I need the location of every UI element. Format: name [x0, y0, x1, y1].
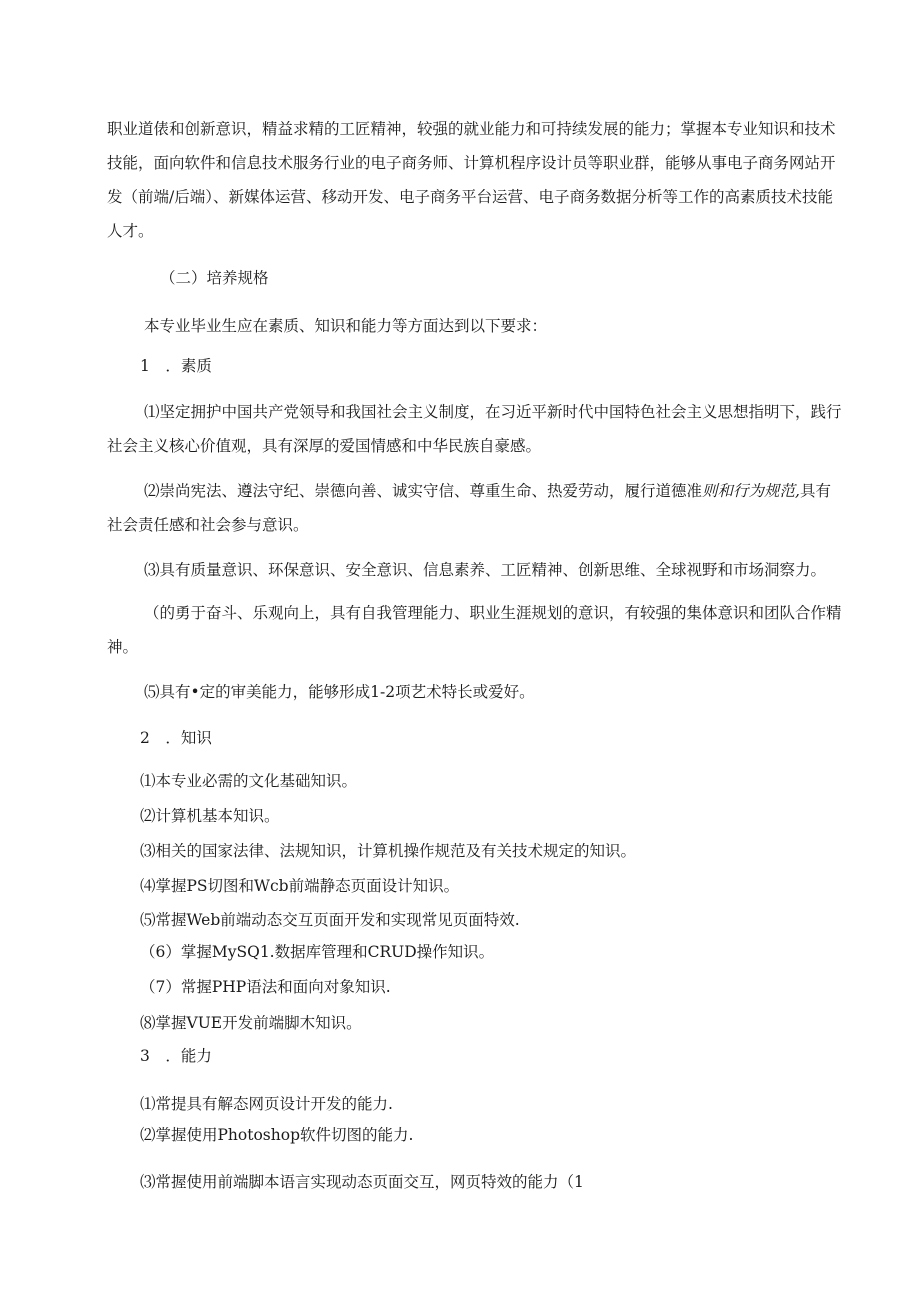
section-heading: （二）培养规格	[160, 269, 269, 287]
quality-item-1: ⑴坚定拥护中国共产党领导和我国社会主义制度，在习近平新时代中国特色社会主义思想指明下，践行社会主义核心价值观，具有深厚的爱国情感和中华民族自豪感。	[107, 403, 842, 455]
knowledge-item: ⑻掌握VUE开发前端脚木知识。	[140, 1014, 362, 1032]
knowledge-item: ⑵计算机基本知识。	[140, 807, 280, 825]
ability-heading: 3 ．能力	[140, 1047, 212, 1065]
ability-item: ⑵掌握使用Photoshop软件切图的能力.	[140, 1126, 414, 1144]
ability-item: ⑶常握使用前端脚本语言实现动态页面交互，网页特效的能力（1	[140, 1173, 584, 1191]
knowledge-item: ⑷掌握PS切图和Wcb前端静态页面设计知识。	[140, 877, 460, 895]
ability-item: ⑴常提具有解态网页设计开发的能力.	[140, 1095, 393, 1113]
quality-item-3: ⑶具有质量意识、环保意识、安全意识、信息素养、工匠精神、创新思维、全球视野和市场洞察力。	[144, 561, 827, 579]
intro-paragraph: 职业道俵和创新意识，精益求精的工匠精神，较强的就业能力和可持续发展的能力；掌握本专业知识和技术技能，面向软件和信息技术服务行业的电子商务师、计算机程序设计员等职业群，能够从事电子商务网站开发（前端/后端）、新媒体运营、移动开发、电子商务平台运营、电子商务数据分析等工作的高素质技术技能人才。	[107, 120, 836, 240]
quality-item-2: ⑵崇尚宪法、遵法守纪、崇德向善、诚实守信、尊重生命、热爱劳动，履行道德准则和行为规范,具有社会责任感和社会参与意识。	[107, 482, 831, 534]
knowledge-item: （7）常握PHP语法和面向对象知识.	[140, 978, 391, 996]
knowledge-heading: 2 ．知识	[140, 729, 212, 747]
knowledge-item: ⑸常握Web前端动态交互页面开发和实现常见页面特效.	[140, 911, 520, 929]
knowledge-item: ⑴本专业必需的文化基础知识。	[140, 772, 358, 790]
quality-item-4: （的勇于奋斗、乐观向上，具有自我管理能力、职业生涯规划的意识，有较强的集体意识和团队合作精神。	[107, 604, 842, 656]
section-lead: 本专业毕业生应在素质、知识和能力等方面达到以下要求：	[144, 317, 548, 335]
knowledge-item: ⑶相关的国家法律、法规知识，计算机操作规范及有关技术规定的知识。	[140, 842, 637, 860]
quality-item-5: ⑸具有•定的审美能力，能够形成1-2项艺术特长或爱好。	[144, 683, 535, 701]
quality-heading: 1 ．素质	[140, 357, 212, 375]
knowledge-item: （6）掌握MySQ1.数据库管理和CRUD操作知识。	[140, 943, 495, 961]
